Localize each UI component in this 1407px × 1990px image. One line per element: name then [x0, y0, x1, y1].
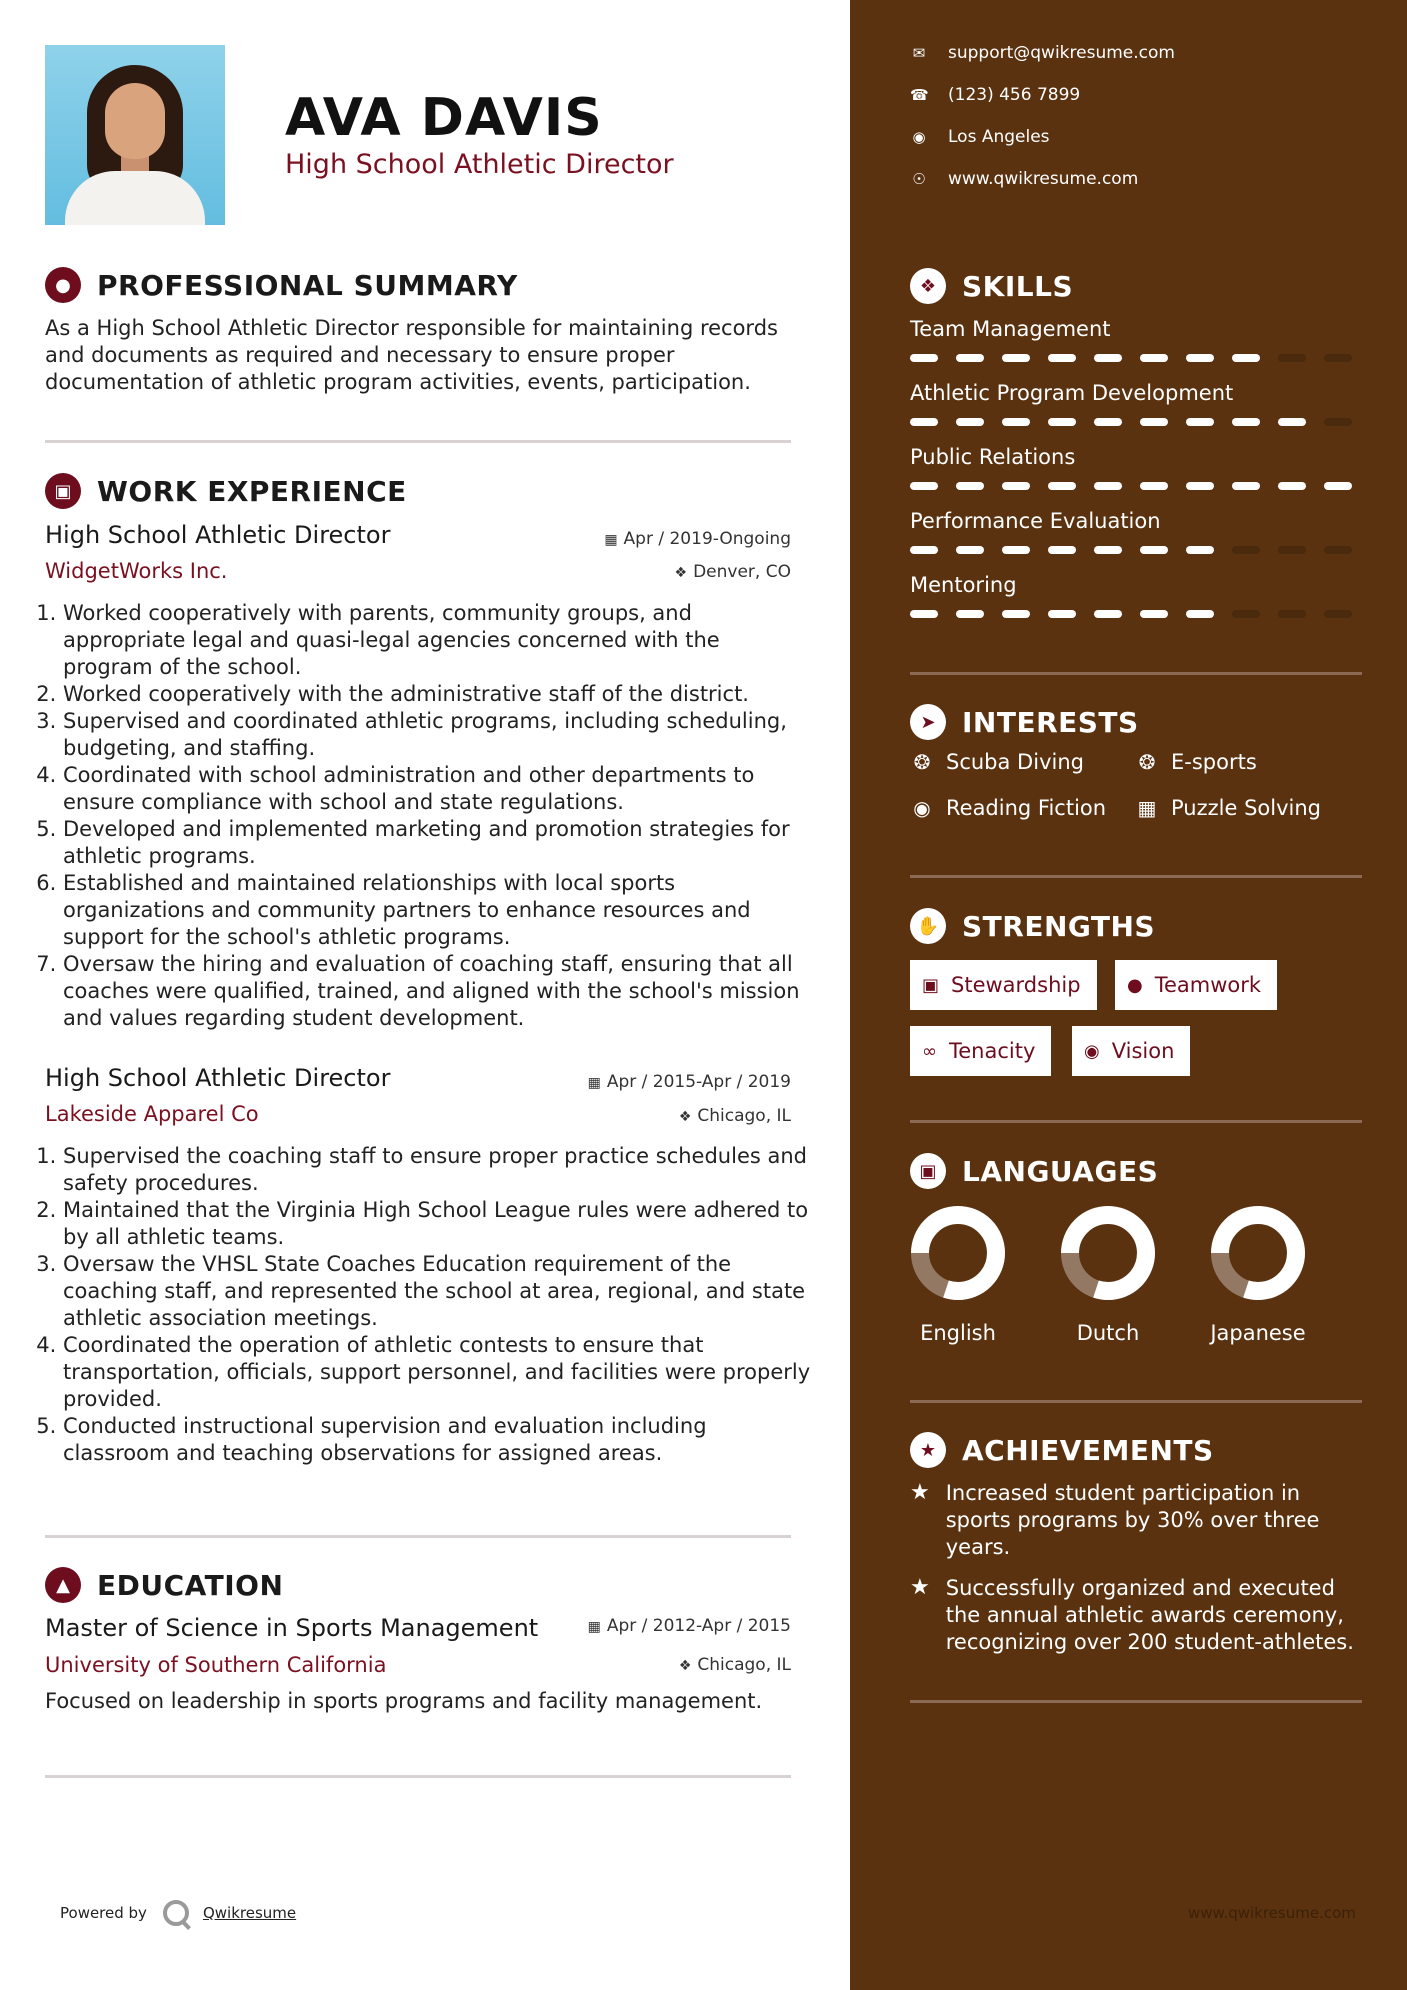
- skill-rating-dot: [1278, 610, 1306, 618]
- language-name: Dutch: [1076, 1321, 1140, 1345]
- language-item: [1053, 1205, 1163, 1345]
- list-item: 2. Worked cooperatively with the administrative staff of the district.: [63, 681, 813, 708]
- paper-plane-icon: ➤: [910, 704, 946, 740]
- interest-item: ❂ Scuba Diving: [910, 750, 1084, 774]
- binoculars-icon: ◉: [1084, 1040, 1100, 1062]
- skill-rating-dot: [1140, 546, 1168, 554]
- skill-rating-dot: [1048, 610, 1076, 618]
- skill-rating-dot: [1002, 354, 1030, 362]
- language-gauge: [1060, 1205, 1156, 1301]
- degree-title: Master of Science in Sports Management: [45, 1614, 539, 1642]
- summary-heading: [45, 267, 518, 303]
- graduation-icon: ▲: [45, 1567, 81, 1603]
- skill-rating-dot: [1002, 610, 1030, 618]
- skill-rating-dot: [1140, 482, 1168, 490]
- languages-heading: ▣ LANGUAGES: [910, 1153, 1158, 1189]
- section-divider: [910, 672, 1362, 675]
- section-divider: [910, 1120, 1362, 1123]
- list-item: 5. Developed and implemented marketing and promotion strategies for athletic programs.: [63, 816, 813, 870]
- company-name: WidgetWorks Inc.: [45, 559, 228, 583]
- skill-rating-dot: [956, 610, 984, 618]
- list-item: 4. Coordinated the operation of athletic contests to ensure that transportation, officials, support personnel, and facilities were properly provided.: [63, 1332, 813, 1413]
- footer-website: www.qwikresume.com: [1188, 1904, 1356, 1922]
- contact-location: ◉ Los Angeles: [910, 127, 1050, 147]
- education-title: EDUCATION: [97, 1568, 284, 1602]
- strength-chip: ● Teamwork: [1115, 960, 1277, 1010]
- skill-rating-dot: [1232, 482, 1260, 490]
- skill-rating: [910, 482, 1370, 490]
- list-item: 5. Conducted instructional supervision and evaluation including classroom and teaching observations for assigned areas.: [63, 1413, 813, 1467]
- brand-link[interactable]: Qwikresume: [202, 1904, 297, 1922]
- summary-title: PROFESSIONAL SUMMARY: [97, 268, 518, 302]
- skill-rating-dot: [1232, 546, 1260, 554]
- skill-rating-dot: [956, 546, 984, 554]
- skill-rating-dot: [1186, 546, 1214, 554]
- skill-rating-dot: [1002, 482, 1030, 490]
- lightbulb-icon: ❖: [910, 268, 946, 304]
- book-icon: ▦: [1137, 796, 1157, 820]
- list-item: 3. Oversaw the VHSL State Coaches Education requirement of the coaching staff, and represented the school at area, regional, and state athletic association meetings.: [63, 1251, 813, 1332]
- skill-rating-dot: [1094, 482, 1122, 490]
- skill-rating-dot: [1324, 418, 1352, 426]
- job-location: ❖ Chicago, IL: [678, 1106, 791, 1126]
- calendar-icon: ▦: [587, 1075, 601, 1091]
- pin-icon: ❖: [678, 1109, 692, 1125]
- section-divider: [45, 440, 791, 443]
- gamepad-icon: ◉: [913, 796, 931, 820]
- skill-rating-dot: [1324, 610, 1352, 618]
- skill-rating-dot: [1002, 546, 1030, 554]
- section-divider: [910, 1400, 1362, 1403]
- skill-rating-dot: [1094, 546, 1122, 554]
- skill-rating-dot: [956, 482, 984, 490]
- skill-rating-dot: [1094, 418, 1122, 426]
- user-icon: ●: [45, 267, 81, 303]
- skill-rating-dot: [1140, 354, 1168, 362]
- strength-chip: ◉ Vision: [1072, 1026, 1190, 1076]
- skill-rating-dot: [910, 482, 938, 490]
- skill-rating-dot: [1278, 546, 1306, 554]
- school-name: University of Southern California: [45, 1653, 387, 1677]
- language-name: Japanese: [1210, 1321, 1306, 1345]
- list-item: 6. Established and maintained relationships with local sports organizations and community partners to enhance resources and support for the school's athletic programs.: [63, 870, 813, 951]
- section-divider: [45, 1775, 791, 1778]
- globe-icon: ☉: [912, 170, 926, 188]
- duty-list: [45, 1143, 813, 1467]
- skill-name: Mentoring: [910, 573, 1017, 597]
- skill-rating-dot: [910, 546, 938, 554]
- section-divider: [910, 1700, 1362, 1703]
- job-title: High School Athletic Director: [45, 521, 391, 549]
- skill-rating-dot: [1324, 482, 1352, 490]
- language-gauge: [1210, 1205, 1306, 1301]
- experience-heading: [45, 473, 407, 509]
- list-item: 7. Oversaw the hiring and evaluation of coaching staff, ensuring that all coaches were qualified, trained, and aligned with the school's mission and values regarding student development.: [63, 951, 813, 1032]
- profile-photo: [45, 45, 225, 225]
- job-title: High School Athletic Director: [45, 1064, 391, 1092]
- strength-chip: ∞ Tenacity: [910, 1026, 1051, 1076]
- job-dates: ▦ Apr / 2015-Apr / 2019: [587, 1072, 791, 1092]
- skill-rating-dot: [1094, 610, 1122, 618]
- link-icon: ∞: [922, 1040, 937, 1062]
- interests-heading: ➤ INTERESTS: [910, 704, 1139, 740]
- skill-rating-dot: [1232, 418, 1260, 426]
- fist-icon: ✋: [910, 908, 946, 944]
- skill-rating-dot: [1048, 354, 1076, 362]
- achievements-heading: ★ ACHIEVEMENTS: [910, 1432, 1214, 1468]
- job-dates: ▦ Apr / 2019-Ongoing: [604, 529, 791, 549]
- skill-name: Performance Evaluation: [910, 509, 1161, 533]
- sidebar: [850, 0, 1407, 1990]
- job-location: ❖ Denver, CO: [674, 562, 791, 582]
- skill-rating: [910, 610, 1370, 618]
- skill-rating-dot: [910, 418, 938, 426]
- skill-rating-dot: [1232, 610, 1260, 618]
- life-ring-icon: ❂: [913, 750, 931, 774]
- achievement-item: ★ Increased student participation in sports programs by 30% over three years.: [910, 1480, 1320, 1559]
- list-item: 2. Maintained that the Virginia High School League rules were adhered to by all athletic teams.: [63, 1197, 813, 1251]
- summary-text: As a High School Athletic Director responsible for maintaining records and documents as required and necessary to ensure proper documentation of athletic program activities, events, participation.: [45, 316, 778, 394]
- language-name: English: [920, 1321, 996, 1345]
- skill-rating-dot: [1278, 354, 1306, 362]
- skill-rating-dot: [1324, 546, 1352, 554]
- experience-title: WORK EXPERIENCE: [97, 474, 407, 508]
- skill-rating-dot: [1186, 354, 1214, 362]
- candidate-name: AVA DAVIS: [285, 88, 603, 148]
- list-item: 3. Supervised and coordinated athletic programs, including scheduling, budgeting, and staffing.: [63, 708, 813, 762]
- list-item: 1. Supervised the coaching staff to ensure proper practice schedules and safety procedures.: [63, 1143, 813, 1197]
- language-icon: ▣: [910, 1153, 946, 1189]
- language-gauge: [910, 1205, 1006, 1301]
- skill-rating-dot: [1048, 482, 1076, 490]
- users-icon: ●: [1127, 974, 1143, 996]
- language-item: [1203, 1205, 1313, 1345]
- skill-name: Public Relations: [910, 445, 1076, 469]
- education-location: ❖ Chicago, IL: [678, 1655, 791, 1675]
- star-icon: ★: [910, 1575, 930, 1600]
- star-icon: ★: [910, 1480, 930, 1505]
- skill-rating: [910, 418, 1370, 426]
- briefcase-icon: ▣: [922, 974, 940, 996]
- strength-chip: ▣ Stewardship: [910, 960, 1097, 1010]
- powered-by: Powered by Qwikresume: [60, 1900, 296, 1926]
- skill-rating: [910, 546, 1370, 554]
- achievement-item: ★ Successfully organized and executed the annual athletic awards ceremony, recognizing over 200 student-athletes.: [910, 1575, 1354, 1654]
- interest-item: ❂ E-sports: [1135, 750, 1257, 774]
- section-divider: [45, 1535, 791, 1538]
- duty-list: [45, 600, 813, 1032]
- skill-rating-dot: [1232, 354, 1260, 362]
- skills-heading: ❖ SKILLS: [910, 268, 1073, 304]
- list-item: 1. Worked cooperatively with parents, community groups, and appropriate legal and quasi-legal agencies concerned with the program of the school.: [63, 600, 813, 681]
- education-dates: ▦ Apr / 2012-Apr / 2015: [587, 1616, 791, 1636]
- pin-icon: ❖: [674, 565, 688, 581]
- interest-item: ▦ Puzzle Solving: [1135, 796, 1321, 820]
- candidate-title: High School Athletic Director: [285, 149, 674, 180]
- contact-phone[interactable]: ☎ (123) 456 7899: [910, 85, 1081, 105]
- calendar-icon: ▦: [604, 532, 618, 548]
- skill-rating: [910, 354, 1370, 362]
- skill-rating-dot: [1278, 418, 1306, 426]
- pin-icon: ❖: [678, 1658, 692, 1674]
- skill-rating-dot: [1048, 546, 1076, 554]
- education-heading: [45, 1567, 283, 1603]
- skill-rating-dot: [1140, 418, 1168, 426]
- skill-rating-dot: [956, 354, 984, 362]
- skill-rating-dot: [1278, 482, 1306, 490]
- phone-icon: ☎: [910, 86, 929, 104]
- education-description: Focused on leadership in sports programs and facility management.: [45, 1689, 763, 1713]
- skill-rating-dot: [1048, 418, 1076, 426]
- skill-rating-dot: [910, 354, 938, 362]
- skill-rating-dot: [1140, 610, 1168, 618]
- skill-rating-dot: [1324, 354, 1352, 362]
- skill-rating-dot: [1002, 418, 1030, 426]
- strengths-heading: ✋ STRENGTHS: [910, 908, 1155, 944]
- skill-rating-dot: [1186, 610, 1214, 618]
- chair-icon: ▣: [45, 473, 81, 509]
- contact-email[interactable]: ✉ support@qwikresume.com: [910, 43, 1175, 63]
- interest-item: ◉ Reading Fiction: [910, 796, 1106, 820]
- skill-rating-dot: [956, 418, 984, 426]
- qwikresume-logo-icon: [163, 1900, 189, 1926]
- contact-website[interactable]: ☉ www.qwikresume.com: [910, 169, 1138, 189]
- skill-name: Athletic Program Development: [910, 381, 1234, 405]
- skill-name: Team Management: [910, 317, 1111, 341]
- section-divider: [910, 875, 1362, 878]
- list-item: 4. Coordinated with school administration and other departments to ensure compliance with school and state regulations.: [63, 762, 813, 816]
- calendar-icon: ▦: [587, 1619, 601, 1635]
- skill-rating-dot: [1186, 418, 1214, 426]
- award-star-icon: ★: [910, 1432, 946, 1468]
- location-pin-icon: ◉: [912, 128, 926, 146]
- skill-rating-dot: [1094, 354, 1122, 362]
- company-name: Lakeside Apparel Co: [45, 1102, 259, 1126]
- life-ring-icon: ❂: [1138, 750, 1156, 774]
- skill-rating-dot: [910, 610, 938, 618]
- language-item: [903, 1205, 1013, 1345]
- envelope-icon: ✉: [912, 44, 926, 62]
- skill-rating-dot: [1186, 482, 1214, 490]
